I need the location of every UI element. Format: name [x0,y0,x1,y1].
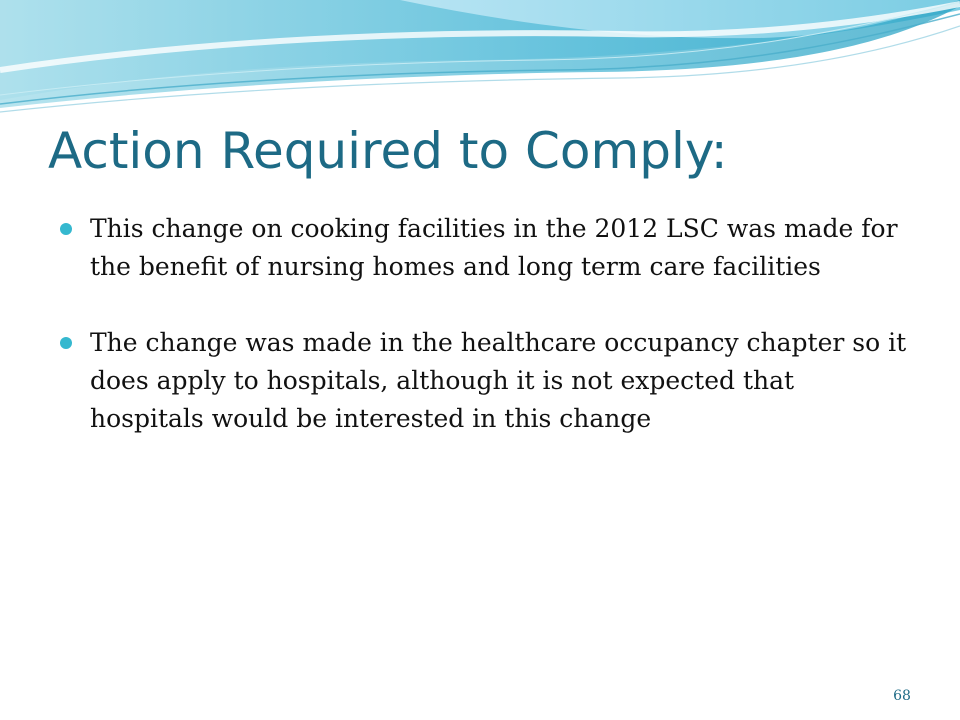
bullet-item [58,210,908,286]
wave-banner-decoration [0,0,960,130]
bullet-text: This change on cooking facilities in the 2012 LSC was made for the benefit of nursing homes and long term care facilities [90,214,898,281]
bullet-text: The change was made in the healthcare occupancy chapter so it does apply to hospitals, although it is not expected that hospitals would be interested in this change [90,328,907,433]
slide-title: Action Required to Comply: [48,122,728,180]
bullet-item [58,324,908,438]
slide-number: 68 [893,688,911,704]
bullet-dot-icon [60,223,72,235]
bullet-list [58,210,908,438]
bullet-dot-icon [60,337,72,349]
